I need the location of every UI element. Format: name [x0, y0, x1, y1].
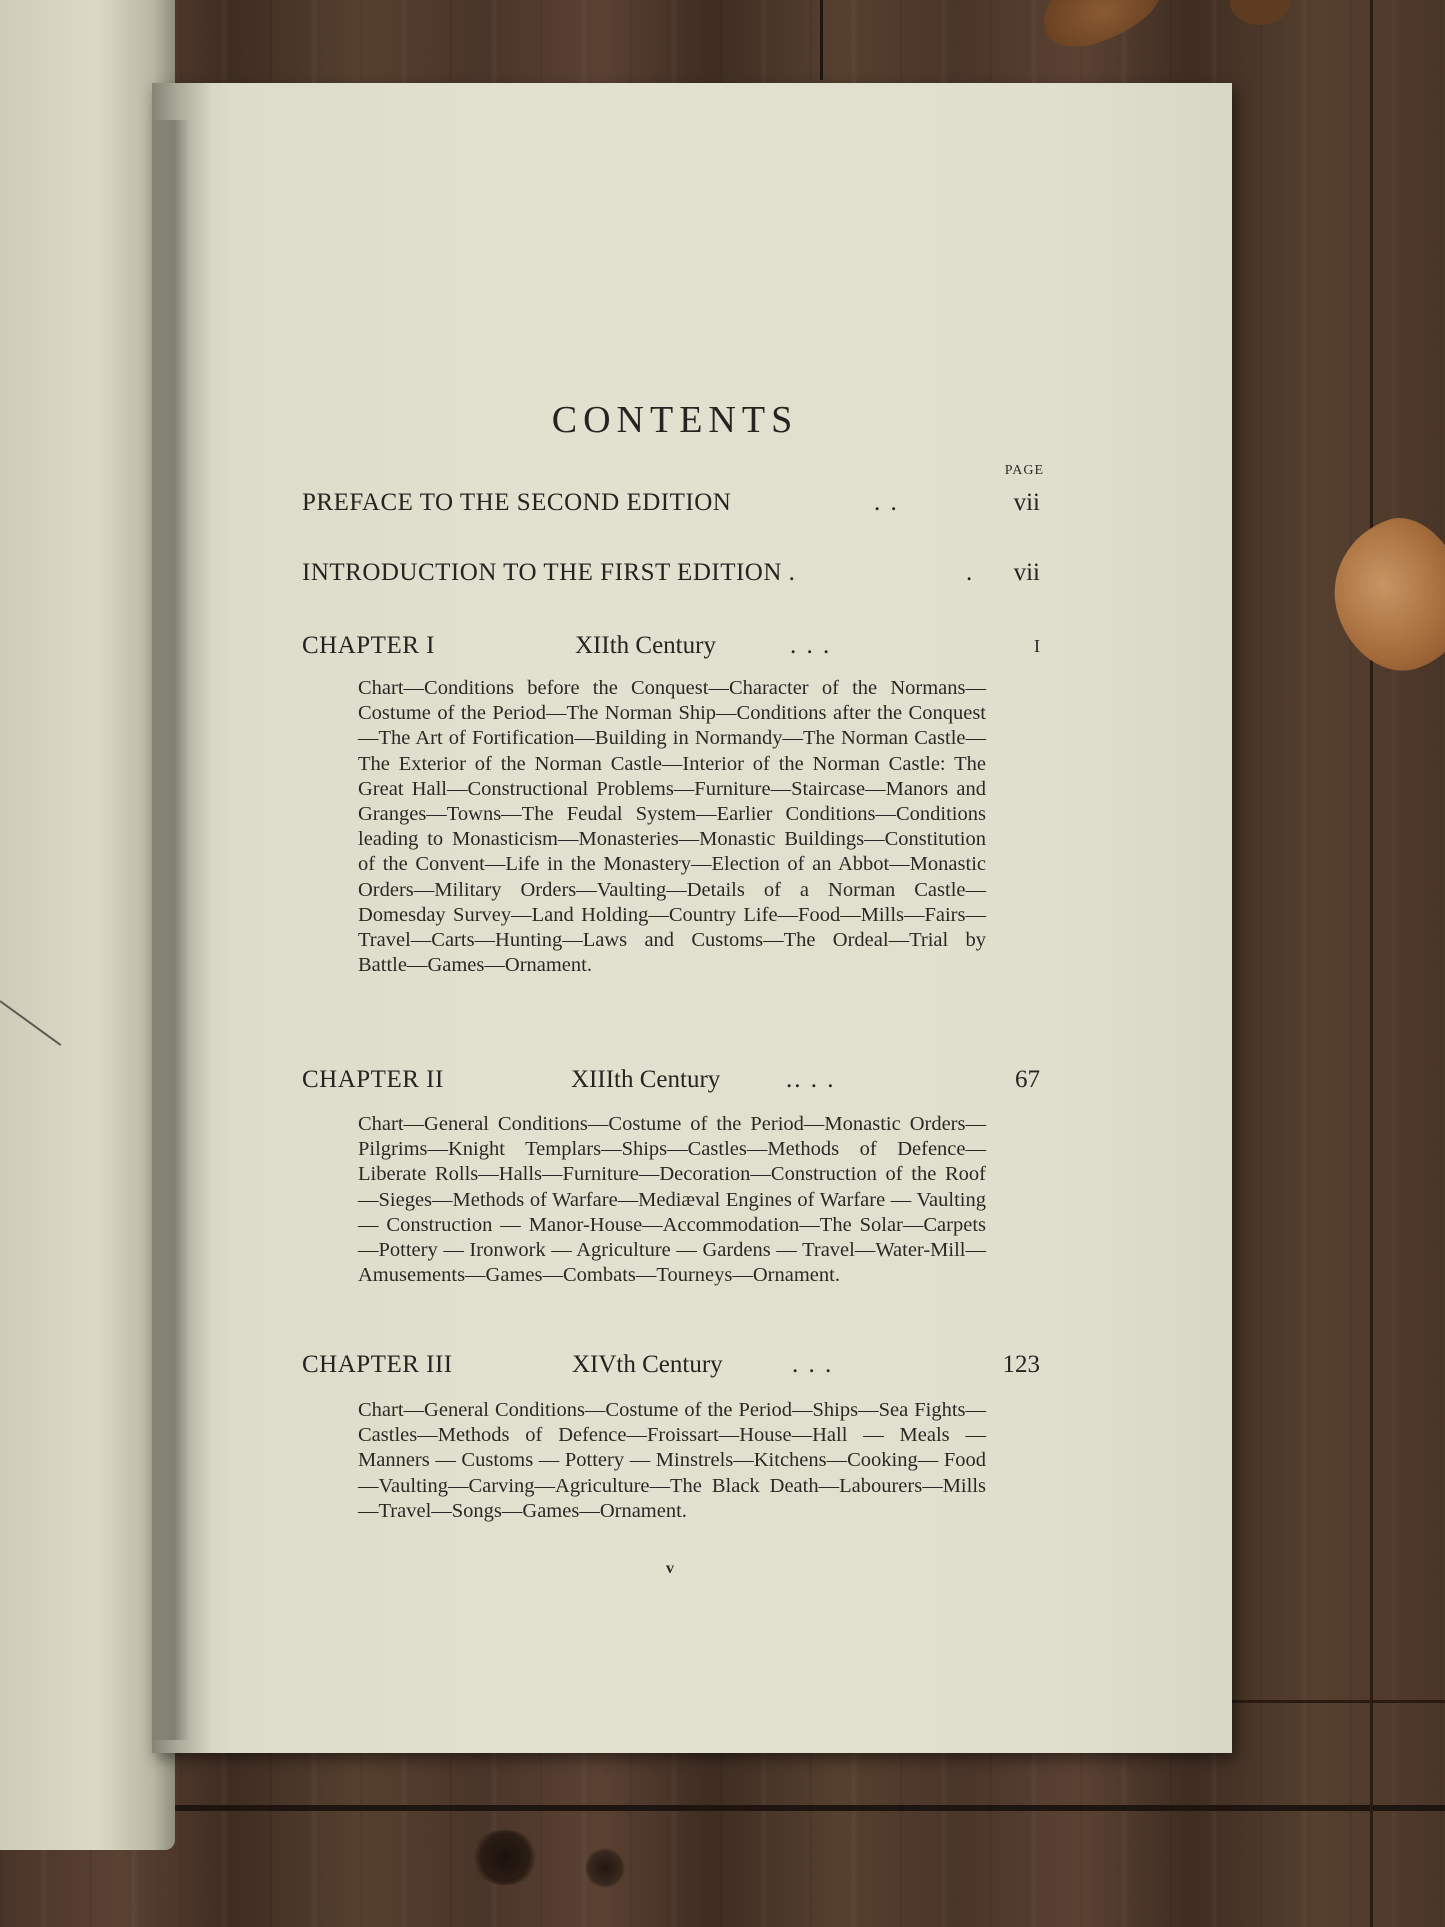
toc-leaders: . . . — [792, 1351, 834, 1378]
toc-entry-preface[interactable] — [302, 489, 1044, 523]
chapter-label: CHAPTER II — [302, 1066, 444, 1093]
toc-entry-title: INTRODUCTION TO THE FIRST EDITION . — [302, 559, 796, 586]
toc-page-number: 67 — [1015, 1066, 1040, 1093]
dried-leaf — [1315, 504, 1445, 687]
toc-page-number: 123 — [1002, 1351, 1040, 1378]
wood-knot — [470, 1830, 540, 1885]
chapter-century: XIIth Century — [575, 632, 716, 659]
table-plank-seam — [1370, 0, 1373, 1927]
toc-leaders: . . . — [790, 632, 832, 659]
dried-leaf — [1032, 0, 1169, 58]
table-plank-seam — [820, 0, 823, 80]
toc-leaders: .. . . — [786, 1066, 836, 1093]
left-page-edge — [150, 120, 190, 1740]
toc-entry-title: PREFACE TO THE SECOND EDITION — [302, 489, 732, 516]
toc-entry-chapter-3[interactable] — [302, 1351, 1044, 1385]
chapter-label: CHAPTER III — [302, 1351, 453, 1378]
toc-leaders: . — [966, 559, 975, 586]
toc-page-number: vii — [1013, 559, 1040, 586]
toc-leaders: . . — [874, 489, 899, 516]
toc-page-number: I — [1034, 636, 1040, 656]
chapter-summary: Chart—General Conditions—Costume of the Period—Ships—Sea Fights—Castles—Methods of Defence—Froissart—House—Hall — Meals — Manners — Customs — Pottery — Minstrels—Kitchens—Cooking— Food—Vaulting—Carving—Agriculture—The Black Death—Labourers—Mills—Travel—Songs—Games—Ornament. — [358, 1399, 986, 1522]
wood-knot — [585, 1848, 625, 1888]
dried-leaf — [1230, 0, 1290, 25]
chapter-century: XIVth Century — [572, 1351, 723, 1378]
toc-page-number: vii — [1013, 489, 1040, 516]
left-page — [0, 0, 175, 1850]
page-column-label: PAGE — [1004, 463, 1044, 478]
chapter-summary: Chart—General Conditions—Costume of the Period—Monastic Orders—Pilgrims—Knight Templars—Ships—Castles—Methods of Defence—Liberate Rolls—Halls—Furniture—Decoration—Construction of the Roof—Sieges—Methods of Warfare—Mediæval Engines of Warfare — Vaulting — Construction — Manor-House—Accommodation—The Solar—Carpets—Pottery — Ironwork — Agriculture — Gardens — Travel—Water-Mill—Amusements—Games—Combats—Tourneys—Ornament. — [358, 1113, 986, 1287]
page-title: CONTENTS — [551, 399, 799, 441]
table-plank-seam — [0, 1805, 1445, 1811]
chapter-label: CHAPTER I — [302, 632, 435, 659]
toc-entry-introduction[interactable] — [302, 559, 1044, 593]
toc-entry-chapter-2[interactable] — [302, 1066, 1044, 1100]
chapter-century: XIIIth Century — [571, 1066, 721, 1093]
toc-entry-chapter-1[interactable] — [302, 632, 1044, 666]
page-folio: v — [666, 1560, 674, 1577]
chapter-summary: Chart—Conditions before the Conquest—Character of the Normans—Costume of the Period—The Norman Ship—Conditions after the Conquest—The Art of Fortification—Building in Normandy—The Norman Castle—The Exterior of the Norman Castle—Interior of the Norman Castle: The Great Hall—Constructional Problems—Furniture—Staircase—Manors and Granges—Towns—The Feudal System—Earlier Conditions—Conditions leading to Monasticism—Monasteries—Monastic Buildings—Constitution of the Convent—Life in the Monastery—Election of an Abbot—Monastic Orders—Military Orders—Vaulting—Details of a Norman Castle—Domesday Survey—Land Holding—Country Life—Food—Mills—Fairs—Travel—Carts—Hunting—Laws and Customs—The Ordeal—Trial by Battle—Games—Ornament. — [358, 677, 986, 977]
